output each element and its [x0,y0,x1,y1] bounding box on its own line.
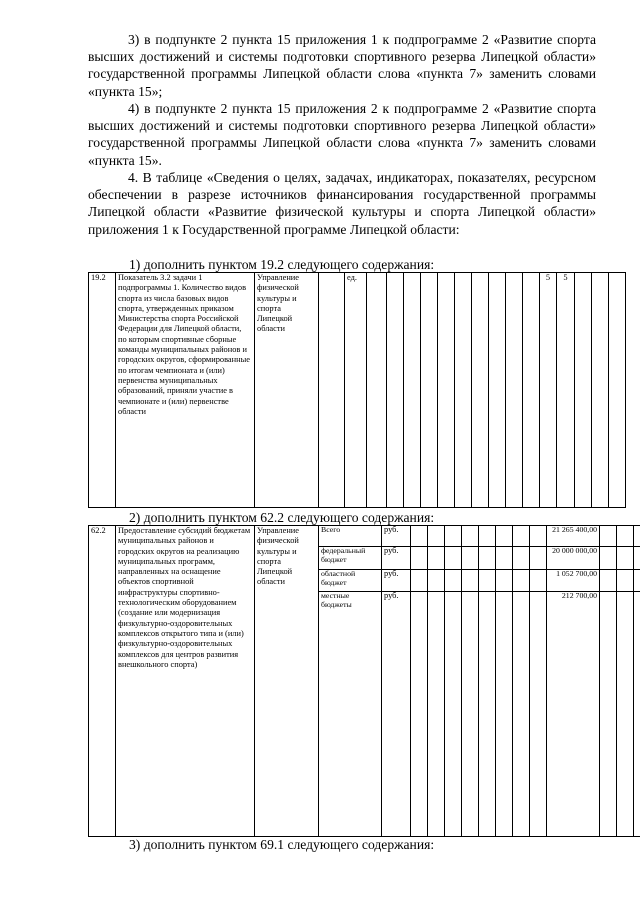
paragraph-4: 4) в подпункте 2 пункта 15 приложения 2 к подпрограмме 2 «Развитие спорта высших достижений и системы подготовки спортивного резерва Липецкой области» государственной программы Липецкой области слова «пункта 7» заменить словами «пункта 15». [88,101,596,168]
table2-source-2: областной бюджет [319,570,382,592]
table2-unit-1: руб. [382,547,411,570]
table1-unit: ед. [345,273,367,508]
item-2-heading: 2) дополнить пунктом 62.2 следующего содержания: [129,510,435,525]
table2-unit-0: руб. [382,526,411,547]
table1-value-1: 5 [540,273,557,508]
item-3-heading: 3) дополнить пунктом 69.1 следующего содержания: [129,837,435,852]
paragraph-5: 4. В таблице «Сведения о целях, задачах, индикаторах, показателях, ресурсном обеспечении в разрезе источников финансирования государственной программы Липецкой области «Развитие физической культуры и спорта Липецкой области» приложения 1 к Государственной программе Липецкой области: [88,170,596,237]
table2-source-3: местные бюджеты [319,592,382,837]
table1-name: Показатель 3.2 задачи 1 подпрограммы 1. Количество видов спорта из числа базовых видов спорта, утвержденных приказом Министерства спорта Российской Федерации для Липецкой области, по которым спортивные сборные команды муниципальных районов и городских округов, сформированные по итогам чемпионата и (или) первенства муниципальных образований, приняли участие в чемпионате и (или) первенстве области [116,273,255,508]
table2-num: 62.2 [89,526,116,837]
table2-source-1: федеральный бюджет [319,547,382,570]
table1-num: 19.2 [89,273,116,508]
table2-unit-3: руб. [382,592,411,837]
table2-responsible: Управление физической культуры и спорта Липецкой области [255,526,319,837]
table1-responsible: Управление физической культуры и спорта Липецкой области [255,273,319,508]
table2-source-0: Всего [319,526,382,547]
table2-name: Предоставление субсидий бюджетам муниципальных районов и городских округов на реализацию муниципальных программ, направленных на оснащение объектов спортивной инфраструктуры спортивно-технологическим оборудованием (создание или модернизация физкультурно-оздоровительных комплексов открытого типа и (или) физкультурно-оздоровительных комплексов для центров развития внешкольного спорта) [116,526,255,837]
table2-amount-2: 1 052 700,00 [547,570,600,592]
table-19-2 [88,272,626,508]
table2-amount-0: 21 265 400,00 [547,526,600,547]
table2-amount-1: 20 000 000,00 [547,547,600,570]
table1-value-2: 5 [557,273,575,508]
table2-amount-3: 212 700,00 [547,592,600,837]
item-1-heading: 1) дополнить пунктом 19.2 следующего содержания: [129,257,435,272]
table2-unit-2: руб. [382,570,411,592]
table-62-2 [88,525,640,837]
paragraph-3: 3) в подпункте 2 пункта 15 приложения 1 к подпрограмме 2 «Развитие спорта высших достижений и системы подготовки спортивного резерва Липецкой области» государственной программы Липецкой области слова «пункта 7» заменить словами «пункта 15»; [88,32,596,99]
